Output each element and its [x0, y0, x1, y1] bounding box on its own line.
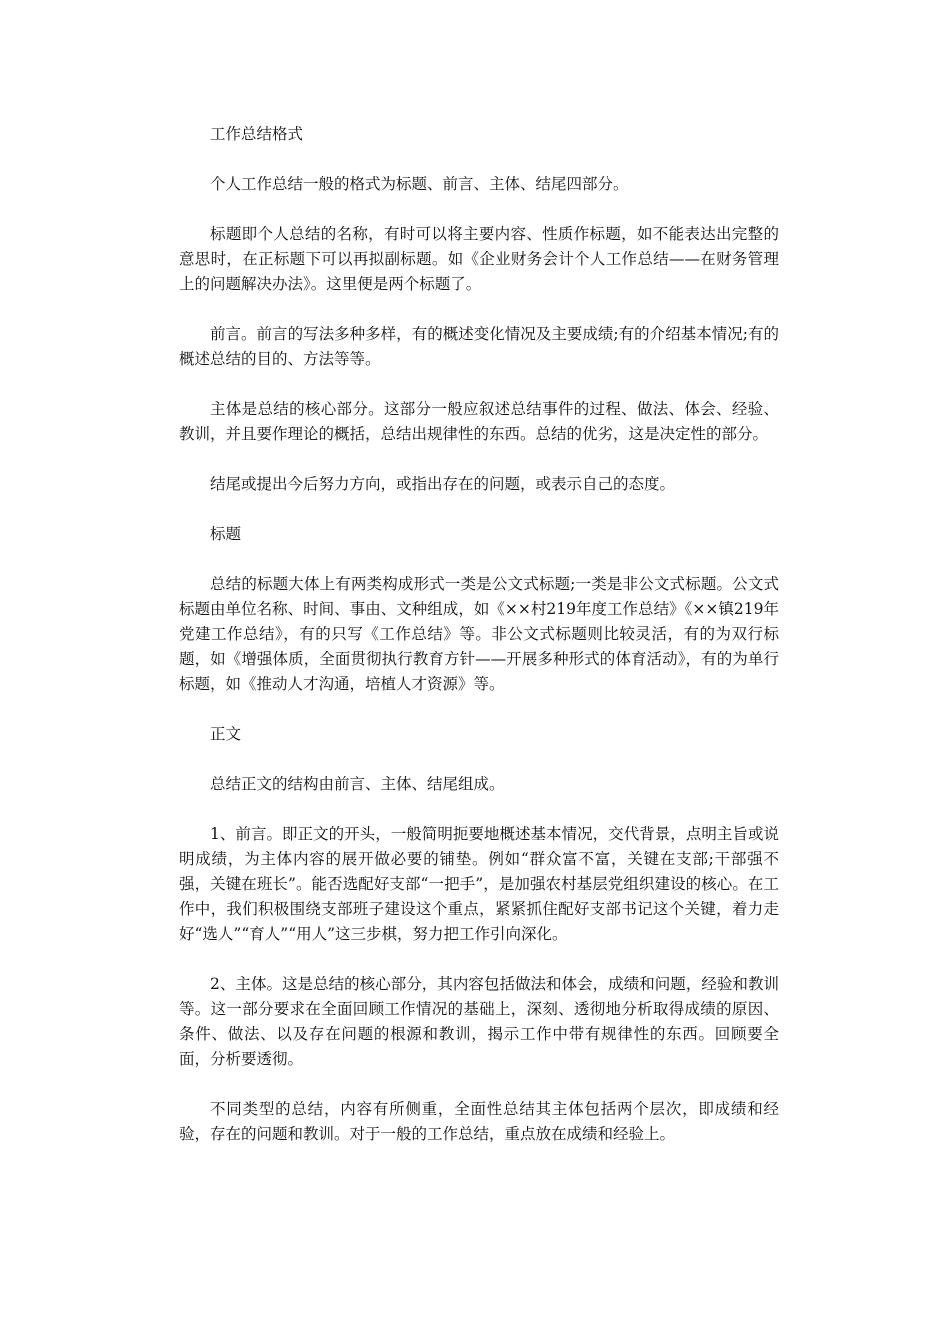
paragraph-title-forms: 总结的标题大体上有两类构成形式一类是公文式标题;一类是非公文式标题。公文式标题由单位名称、时间、事由、文种组成，如《××村219年度工作总结》《××镇219年党建工作总结》，有的只写《工作总结》等。非公文式标题则比较灵活，有的为双行标题，如《增强体质，全面贯彻执行教育方针——开展多种形式的体育活动》，有的为单行标题，如《推动人才沟通，培植人才资源》等。 [179, 575, 779, 693]
document-title: 工作总结格式 [210, 125, 304, 143]
section-heading-body: 正文 [210, 725, 242, 743]
document-body [179, 122, 779, 1147]
paragraph-ending: 结尾或提出今后努力方向，或指出存在的问题，或表示自己的态度。 [210, 475, 676, 493]
paragraph-format-overview: 个人工作总结一般的格式为标题、前言、主体、结尾四部分。 [210, 175, 629, 193]
paragraph-title-intro: 标题即个人总结的名称，有时可以将主要内容、性质作标题，如不能表达出完整的意思时，在正标题下可以再拟副标题。如《企业财务会计个人工作总结——在财务管理上的问题解决办法》。这里便是两个标题了。 [179, 225, 779, 293]
paragraph-preface: 前言。前言的写法多种多样，有的概述变化情况及主要成绩;有的介绍基本情况;有的概述总结的目的、方法等等。 [179, 325, 779, 368]
section-heading-title: 标题 [210, 525, 242, 543]
paragraph-item-main: 2、主体。这是总结的核心部分，其内容包括做法和体会，成绩和问题，经验和教训等。这一部分要求在全面回顾工作情况的基础上，深刻、透彻地分析取得成绩的原因、条件、做法、以及存在问题的根源和教训，揭示工作中带有规律性的东西。回顾要全面，分析要透彻。 [179, 975, 779, 1068]
paragraph-types: 不同类型的总结，内容有所侧重，全面性总结其主体包括两个层次，即成绩和经验，存在的问题和教训。对于一般的工作总结，重点放在成绩和经验上。 [179, 1100, 779, 1143]
paragraph-body-structure: 总结正文的结构由前言、主体、结尾组成。 [210, 775, 505, 793]
paragraph-item-preface: 1、前言。即正文的开头，一般简明扼要地概述基本情况，交代背景，点明主旨或说明成绩，为主体内容的展开做必要的铺垫。例如“群众富不富，关键在支部;干部强不强，关键在班长”。能否选配好支部“一把手”，是加强农村基层党组织建设的核心。在工作中，我们积极围绕支部班子建设这个重点，紧紧抓住配好支部书记这个关键，着力走好“选人”“育人”“用人”这三步棋，努力把工作引向深化。 [179, 825, 779, 943]
paragraph-main-body: 主体是总结的核心部分。这部分一般应叙述总结事件的过程、做法、体会、经验、教训，并且要作理论的概括，总结出规律性的东西。总结的优劣，这是决定性的部分。 [179, 400, 779, 443]
